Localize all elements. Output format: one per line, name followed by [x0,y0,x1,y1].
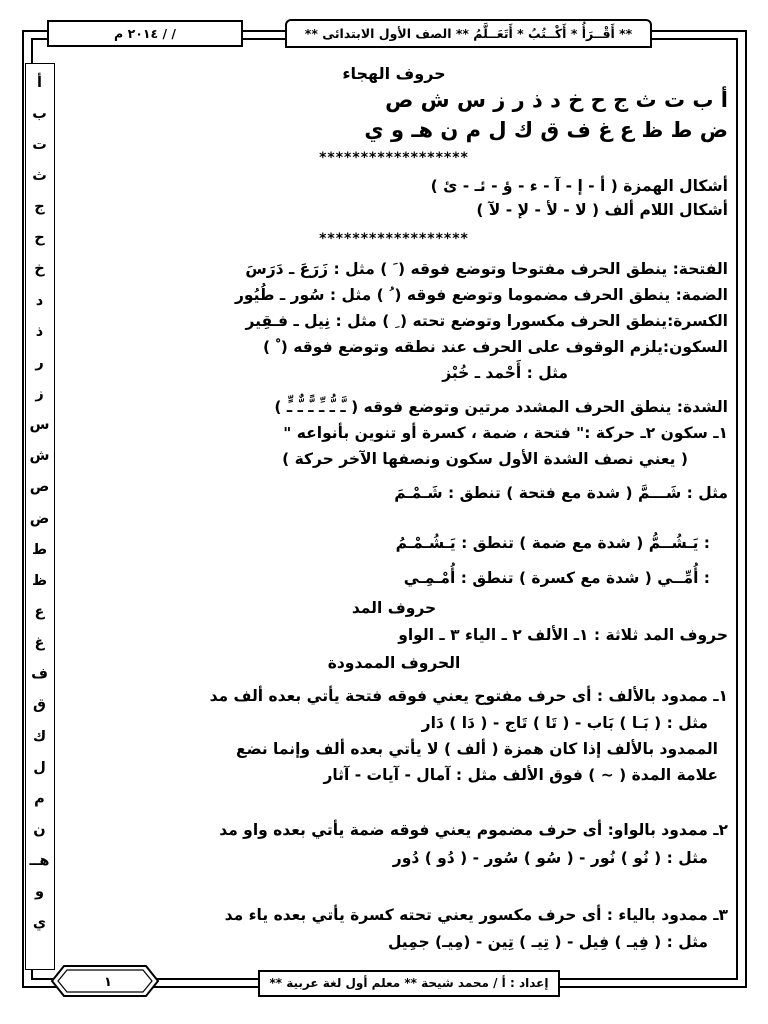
page-number: ١ [104,975,112,990]
sukun-rule: السكون:يلزم الوقوف على الحرف عند نطقه وتوضع فوقه ( ْ ) [262,338,728,356]
stars-divider: ****************** [319,231,469,247]
alphabet-letter: و [34,884,44,900]
alphabet-letter: ق [33,697,46,713]
alphabet-letter: د [35,293,44,309]
alphabet-letter: غ [34,635,45,651]
lam-alef-forms: أشكال اللام ألف ( لا - لأ - لإ - لآ ) [476,201,728,219]
mamdud-title: الحروف الممدودة [327,654,461,672]
letters-row-1: أ ب ت ث ج ح خ د ذ ر ز س ش ص [385,88,728,112]
alphabet-letter: ت [32,137,47,153]
alef-rule: ١ـ ممدود بالألف : أى حرف مفتوح يعني فوقه فتحة يأتي بعده ألف مد [209,687,728,705]
alphabet-letter: ج [34,199,45,215]
alphabet-letter: ص [29,479,50,495]
alphabet-letter: ض [29,511,50,527]
alphabet-letter: ظ [31,573,48,589]
header-title: ** أَقْــرَأُ * أَكْــتُبُ * أَتَعَــلَّمُ ** الصف الأول الابتدائى ** [285,19,652,48]
fatha-rule: الفتحة: ينطق الحرف مفتوحا وتوضع فوقه ( َ ) مثل : زَرَعَ ـ دَرَسَ [245,260,728,278]
alphabet-letter: ح [34,230,45,246]
alphabet-letter: ب [32,106,47,122]
alphabet-column [25,63,55,970]
alphabet-letter: ذ [35,324,44,340]
alphabet-letter: س [29,417,50,433]
shadda-example-2: : يَـشُــمُّ ( شدة مع ضمة ) تنطق : يَـشُـمْـمُ [395,534,710,552]
shadda-example-3: : أُمِّــي ( شدة مع كسرة ) تنطق : أُمْـمِـي [403,569,710,587]
sukun-example: مثل : أَحْمد ـ خُبْز [442,364,568,382]
letters-row-2: ض ط ظ ع غ ف ق ك ل م ن هـ و ي [364,118,728,142]
alphabet-letter: ز [35,386,44,402]
alphabet-letter: خ [34,261,45,277]
alphabet-letter: أ [37,75,42,91]
waw-rule: ٢ـ ممدود بالواو: أى حرف مضموم يعني فوقه ضمة يأتي بعده واو مد [219,821,728,839]
shadda-types: ١ـ سكون ٢ـ حركة :" فتحة ، ضمة ، كسرة أو تنوين بأنواعه " [283,424,728,442]
stars-divider: ****************** [319,150,469,166]
footer-credit: إعداد : أ / محمد شيحة ** معلم أول لغة عربية ** [258,970,560,997]
alphabet-letter: ي [32,915,47,931]
alphabet-letter: ث [32,168,47,184]
ya-rule: ٣ـ ممدود بالياء : أى حرف مكسور يعني تحته كسرة يأتي بعده ياء مد [224,906,728,924]
alphabet-letter: ر [35,355,44,371]
alphabet-letter: ف [31,666,48,682]
alef-madda-rule: علامة المدة ( ~ ) فوق الألف مثل : آمال - آيات - آثار [323,766,718,784]
alphabet-letter: ط [31,542,48,558]
kasra-rule: الكسرة:ينطق الحرف مكسورا وتوضع تحته ( ِ ) مثل : نِيل ـ فـقِير [245,312,728,330]
alef-example: مثل : ( بَـا ) بَاب - ( تَا ) تَاج - ( دَا ) دَار [421,714,708,732]
header-date: / / ٢٠١٤ م [47,20,243,47]
shadda-rule: الشدة: ينطق الحرف المشدد مرتين وتوضع فوقه ( ـَّ ـُّ ـِّ ـًّ ـٌّ ـٍّ ) [274,398,728,416]
madd-title: حروف المد [351,599,437,617]
alphabet-letter: م [34,791,45,807]
shadda-example-1: مثل : شَـــمَّ ( شدة مع فتحة ) تنطق : شَـمْـمَ [394,484,728,502]
alphabet-letter: ن [33,822,46,838]
alphabet-letter: ل [33,760,46,776]
alphabet-letter: ك [32,729,47,745]
ya-example: مثل : ( فِيـ ) فِيل - ( تِيـ ) تِين - (مِيـ) جمِيل [387,933,708,951]
alphabet-letter: ع [34,604,45,620]
madd-letters: حروف المد ثلاثة : ١ـ الألف ٢ ـ الياء ٣ ـ الواو [398,626,728,644]
section-title-letters: حروف الهجاء [342,64,446,83]
damma-rule: الضمة: ينطق الحرف مضموما وتوضع فوقه ( ُ ) مثل : سُور ـ طُيُور [234,286,728,304]
shadda-note: ( يعني نصف الشدة الأول سكون ونصفها الآخر حركة ) [282,450,688,468]
waw-example: مثل : ( نُو ) نُور - ( سُو ) سُور - ( دُو ) دُور [392,849,708,867]
alef-hamza-rule: الممدود بالألف إذا كان همزة ( ألف ) لا يأتي بعده ألف وإنما نضع [235,740,718,758]
hamza-forms: أشكال الهمزة ( أ - إ - آ - ء - ؤ - ئـ - ئ ) [430,177,728,195]
alphabet-letter: ش [29,448,50,464]
alphabet-letter: هــ [29,853,50,869]
